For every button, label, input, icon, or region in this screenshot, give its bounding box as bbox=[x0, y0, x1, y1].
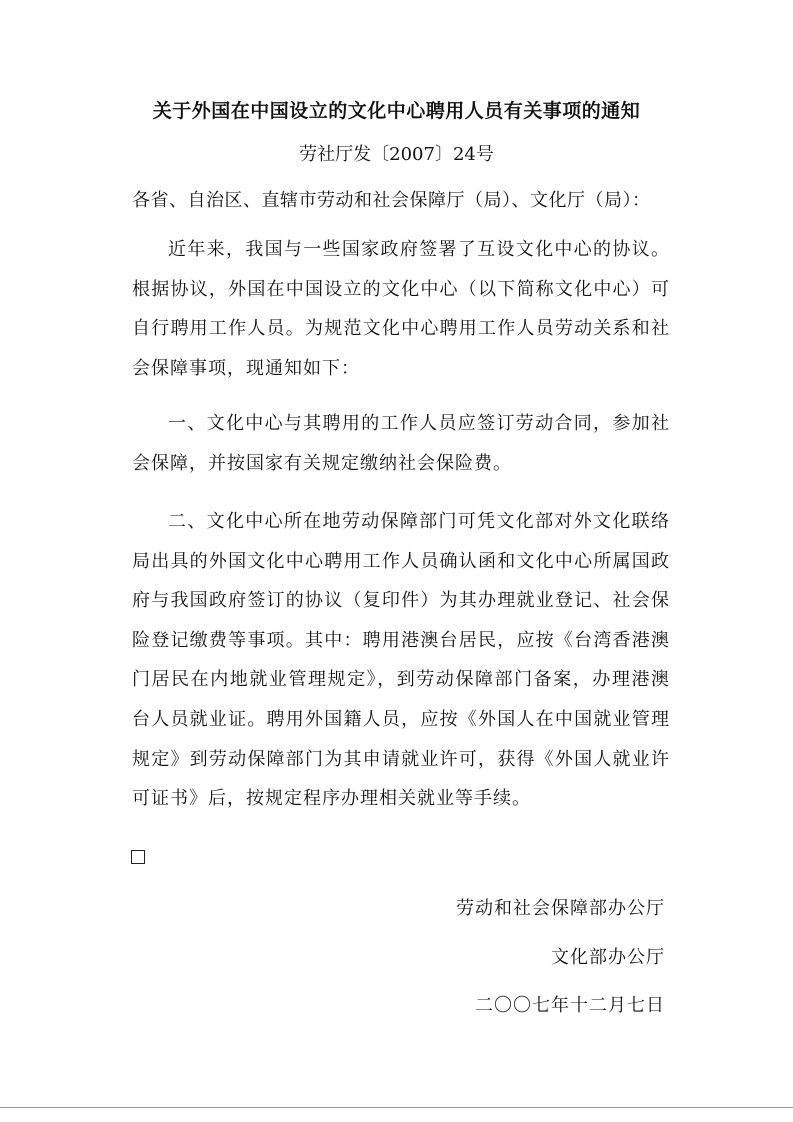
addressee-line: 各省、自治区、直辖市劳动和社会保障厅（局）、文化厅（局）： bbox=[132, 190, 651, 211]
signature-date: 二〇〇七年十二月七日 bbox=[475, 995, 665, 1016]
paragraph-item-2: 二、文化中心所在地劳动保障部门可凭文化部对外文化联络局出具的外国文化中心聘用工作人员确认函和文化中心所属国政府与我国政府签订的协议（复印件）为其办理就业登记、社会保险登记缴费等事项。其中：聘用港澳台居民，应按《台湾香港澳门居民在内地就业管理规定》，到劳动保障部门备案，办理港澳台人员就业证。聘用外国籍人员，应按《外国人在中国就业管理规定》到劳动保障部门为其申请就业许可，获得《外国人就业许可证书》后，按规定程序办理相关就业等手续。 bbox=[132, 511, 670, 810]
empty-checkbox-icon bbox=[131, 850, 145, 864]
signature-issuer-1: 劳动和社会保障部办公厅 bbox=[456, 898, 665, 919]
document-title: 关于外国在中国设立的文化中心聘用人员有关事项的通知 bbox=[152, 100, 641, 122]
page-bottom-divider bbox=[0, 1107, 793, 1108]
paragraph-intro: 近年来，我国与一些国家政府签署了互设文化中心的协议。根据协议，外国在中国设立的文化中心（以下简称文化中心）可自行聘用工作人员。为规范文化中心聘用工作人员劳动关系和社会保障事项，现通知如下： bbox=[132, 239, 670, 379]
document-number: 劳社厅发〔2007〕24号 bbox=[299, 144, 494, 165]
signature-issuer-2: 文化部办公厅 bbox=[551, 947, 665, 968]
paragraph-item-1: 一、文化中心与其聘用的工作人员应签订劳动合同，参加社会保障，并按国家有关规定缴纳社会保险费。 bbox=[132, 413, 670, 474]
